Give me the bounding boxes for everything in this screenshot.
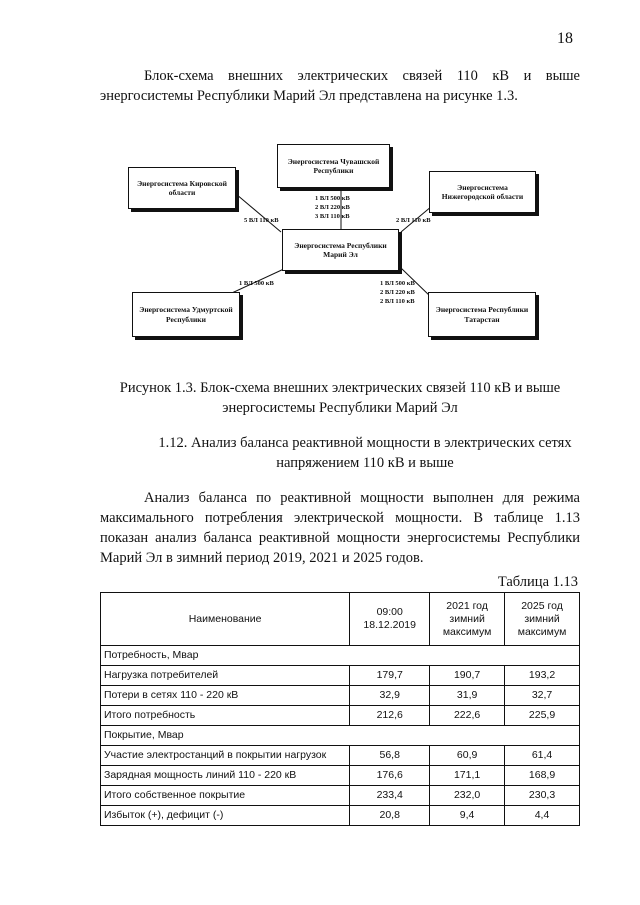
header-2019: 09:00 18.12.2019 [350,593,430,646]
link-label-udmurt: 1 ВЛ 500 кВ [239,280,274,287]
node-mari-el: Энергосистема Республики Марий Эл [282,229,399,271]
cell-value: 233,4 [350,786,430,806]
reactive-power-balance-table [100,592,580,826]
cell-value: 60,9 [430,746,505,766]
cell-value: 225,9 [505,706,580,726]
cell-value: 32,7 [505,686,580,706]
cell-value: 168,9 [505,766,580,786]
cell-value: 232,0 [430,786,505,806]
table-row [101,806,580,826]
header-2025: 2025 год зимний максимум [505,593,580,646]
table-row [101,686,580,706]
cell-value: 56,8 [350,746,430,766]
node-chuvash: Энергосистема Чувашской Республики [277,144,390,188]
header-2021: 2021 год зимний максимум [430,593,505,646]
node-kirov: Энергосистема Кировской области [128,167,236,209]
node-udmurt: Энергосистема Удмуртской Республики [132,292,240,337]
row-name: Избыток (+), дефицит (-) [101,806,350,826]
link-label-kirov: 5 ВЛ 110 кВ [244,217,279,224]
cell-value: 190,7 [430,666,505,686]
link-label-nizhny: 2 ВЛ 110 кВ [396,217,431,224]
row-name: Итого собственное покрытие [101,786,350,806]
cell-value: 212,6 [350,706,430,726]
table-header-row [101,593,580,646]
section-coverage: Покрытие, Мвар [101,726,580,746]
link-label-tatar-1: 1 ВЛ 500 кВ [380,280,415,287]
cell-value: 20,8 [350,806,430,826]
figure-caption: Рисунок 1.3. Блок-схема внешних электрических связей 110 кВ и выше энергосистемы Республики Марий Эл [119,380,561,416]
cell-value: 31,9 [430,686,505,706]
header-name: Наименование [101,593,350,646]
table-row [101,706,580,726]
table-row [101,786,580,806]
cell-value: 32,9 [350,686,430,706]
row-name: Потери в сетях 110 - 220 кВ [101,686,350,706]
table-row [101,666,580,686]
row-name: Итого потребность [101,706,350,726]
link-label-chuvash-2: 2 ВЛ 220 кВ [315,204,350,211]
cell-value: 230,3 [505,786,580,806]
connector-tatar [401,268,432,298]
connector-nizhny [401,206,432,232]
table-section-row [101,726,580,746]
table-section-row [101,646,580,666]
analysis-paragraph: Анализ баланса по реактивной мощности выполнен для режима максимального потребления электрической мощности. В таблице 1.13 показан анализ баланса реактивной мощности энергосистемы Республики Марий Эл в зимний период 2019, 2021 и 2025 годов. [100,490,580,566]
link-label-chuvash-1: 1 ВЛ 500 кВ [315,195,350,202]
link-label-tatar-3: 2 ВЛ 110 кВ [380,298,415,305]
table-row [101,766,580,786]
cell-value: 176,6 [350,766,430,786]
intro-paragraph: Блок-схема внешних электрических связей 110 кВ и выше энергосистемы Республики Марий Эл представлена на рисунке 1.3. [100,68,580,104]
section-demand: Потребность, Мвар [101,646,580,666]
node-tatar: Энергосистема Республики Татарстан [428,292,536,337]
connector-udmurt [221,268,286,298]
link-label-chuvash-3: 3 ВЛ 110 кВ [315,213,350,220]
link-label-tatar-2: 2 ВЛ 220 кВ [380,289,415,296]
cell-value: 222,6 [430,706,505,726]
connector-kirov [236,194,281,232]
cell-value: 171,1 [430,766,505,786]
cell-value: 193,2 [505,666,580,686]
node-nizhny: Энергосистема Нижегородской области [429,171,536,213]
section-heading: 1.12. Анализ баланса реактивной мощности в электрических сетях напряжением 110 кВ и выше [158,435,572,471]
cell-value: 4,4 [505,806,580,826]
row-name: Зарядная мощность линий 110 - 220 кВ [101,766,350,786]
cell-value: 179,7 [350,666,430,686]
cell-value: 61,4 [505,746,580,766]
row-name: Нагрузка потребителей [101,666,350,686]
row-name: Участие электростанций в покрытии нагрузок [101,746,350,766]
table-label: Таблица 1.13 [497,574,578,590]
table-row [101,746,580,766]
page-number: 18 [557,30,573,47]
cell-value: 9,4 [430,806,505,826]
